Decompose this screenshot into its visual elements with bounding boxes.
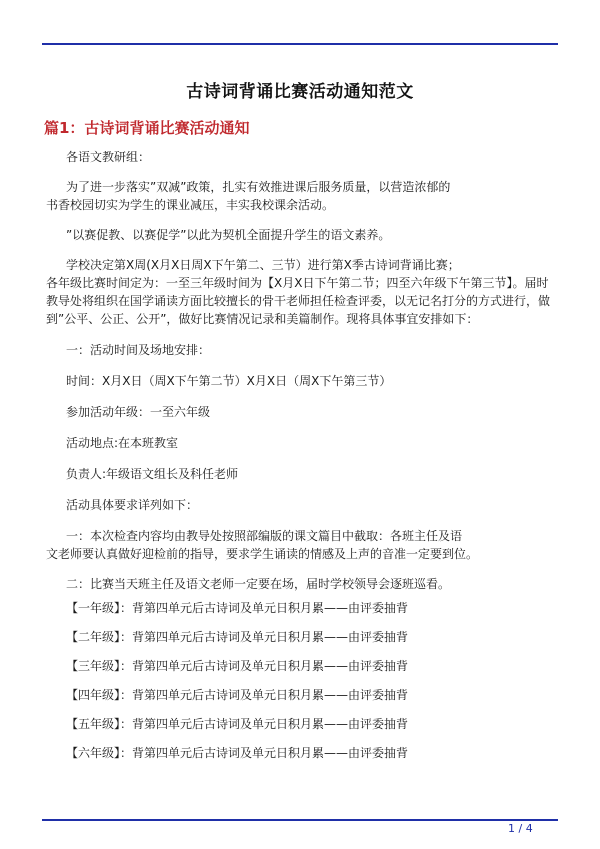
paragraph-schedule-line-3: 教导处将组织在国学诵读方面比较擅长的骨干老师担任检查评委，以无记名打分的方式进行，做 bbox=[46, 294, 551, 308]
document-body bbox=[46, 148, 558, 593]
paragraph-intro-line-2: 书香校园切实为学生的课业减压，丰实我校课余活动。 bbox=[46, 198, 335, 212]
person-in-charge: 负责人:年级语文组长及科任老师 bbox=[66, 467, 239, 481]
section-time-venue: 一：活动时间及场地安排： bbox=[66, 343, 211, 357]
event-time: 时间：X月X日（周X下午第二节）X月X日（周X下午第三节） bbox=[66, 374, 392, 388]
section-heading: 篇1：古诗词背诵比赛活动通知 bbox=[44, 119, 250, 137]
header-rule bbox=[42, 43, 558, 45]
requirement-2: 二：比赛当天班主任及语文老师一定要在场，届时学校领导会逐班巡看。 bbox=[66, 577, 451, 591]
requirements-intro: 活动具体要求详列如下： bbox=[66, 498, 199, 512]
requirement-1-line-1: 一：本次检查内容均由教导处按照部编版的课文篇目中截取：各班主任及语 bbox=[66, 529, 463, 543]
list-item: 【五年级】：背第四单元后古诗词及单元日积月累——由评委抽背 bbox=[66, 717, 409, 731]
event-location: 活动地点:在本班教室 bbox=[66, 436, 179, 450]
requirement-1-line-2: 文老师要认真做好迎检前的指导，要求学生诵读的情感及上声的音准一定要到位。 bbox=[46, 547, 479, 561]
grade-requirements-list bbox=[66, 599, 408, 773]
footer-rule bbox=[42, 819, 558, 821]
list-item: 【二年级】：背第四单元后古诗词及单元日积月累——由评委抽背 bbox=[66, 630, 409, 644]
paragraph-schedule-line-4: 到”公平、公正、公开”，做好比赛情况记录和美篇制作。现将具体事宜安排如下： bbox=[46, 312, 479, 326]
list-item: 【六年级】：背第四单元后古诗词及单元日积月累——由评委抽背 bbox=[66, 746, 409, 760]
page-title: 古诗词背诵比赛活动通知范文 bbox=[186, 82, 414, 102]
paragraph-slogan: ”以赛促教、以赛促学”以此为契机全面提升学生的语文素养。 bbox=[66, 228, 391, 242]
participating-grades: 参加活动年级：一至六年级 bbox=[66, 405, 211, 419]
salutation: 各语文教研组： bbox=[66, 150, 151, 164]
paragraph-schedule-line-1: 学校决定第X周(X月X日周X下午第二、三节）进行第X季古诗词背诵比赛； bbox=[66, 258, 460, 272]
paragraph-schedule-line-2: 各年级比赛时间定为：一至三年级时间为【X月X日下午第二节；四至六年级下午第三节】。届时 bbox=[46, 276, 549, 290]
list-item: 【一年级】：背第四单元后古诗词及单元日积月累——由评委抽背 bbox=[66, 601, 409, 615]
page-number: 1 / 4 bbox=[508, 822, 533, 835]
list-item: 【四年级】：背第四单元后古诗词及单元日积月累——由评委抽背 bbox=[66, 688, 409, 702]
list-item: 【三年级】：背第四单元后古诗词及单元日积月累——由评委抽背 bbox=[66, 659, 409, 673]
paragraph-intro-line-1: 为了进一步落实”双减”政策，扎实有效推进课后服务质量，以营造浓郁的 bbox=[66, 180, 451, 194]
